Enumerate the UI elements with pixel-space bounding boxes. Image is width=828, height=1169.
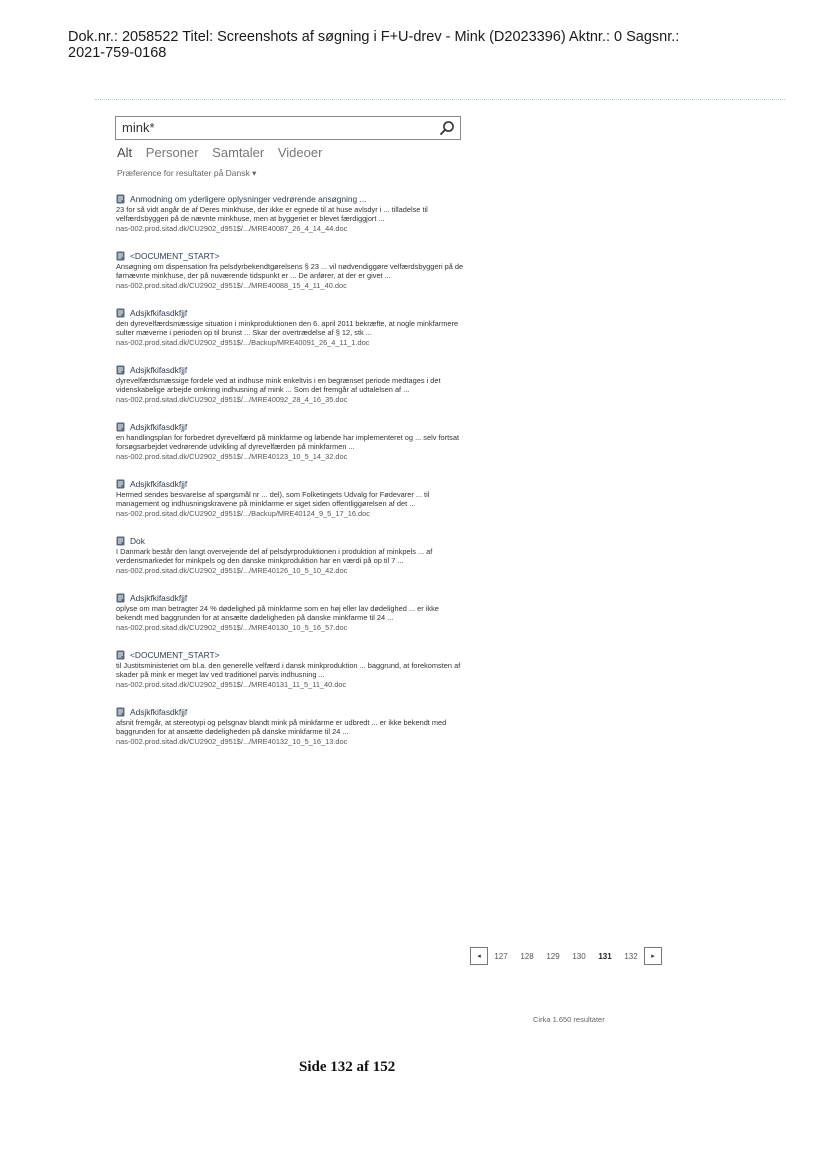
word-document-icon	[116, 479, 125, 489]
result-item	[116, 365, 466, 404]
page-link-130[interactable]: 130	[572, 951, 586, 961]
result-title[interactable]	[116, 593, 466, 603]
result-title[interactable]	[116, 536, 466, 546]
page-link-129[interactable]: 129	[546, 951, 560, 961]
page-number-footer: Side 132 af 152	[299, 1059, 396, 1075]
search-input[interactable]: mink*	[122, 120, 155, 135]
result-snippet: oplyse om man betragter 24 % dødelighed på minkfarme som en høj eller lav dødelighed ... er ikke bekendt med baggrunden for at ansætte dødeligheden på danske minkfarme til 24 ...	[116, 604, 439, 622]
result-item	[116, 593, 466, 632]
prev-page-button[interactable]: ◂	[470, 947, 488, 965]
result-title-text[interactable]: Adsjkfkifasdkfjjf	[130, 364, 188, 375]
word-document-icon	[116, 422, 125, 432]
result-title[interactable]	[116, 308, 466, 318]
results-list	[116, 194, 466, 764]
result-item	[116, 536, 466, 575]
result-snippet: I Danmark består den langt overvejende del af pelsdyrproduktionen i produktion af minkpels ... af verdensmarkedet for minkpels og den danske minkproduktion har en værdi på op til 7 ...	[116, 547, 433, 565]
result-title[interactable]	[116, 422, 466, 432]
page-link-131[interactable]: 131	[598, 951, 612, 961]
result-item	[116, 479, 466, 518]
result-title[interactable]	[116, 251, 466, 261]
document-header	[68, 29, 808, 61]
tab-all[interactable]: Alt	[117, 145, 133, 160]
result-snippet: den dyrevelfærdsmæssige situation i minkproduktionen den 6. april 2011 bekræfte, at nogle minkfarmere sulter mæverne i perioden op til brunst ... Skar der overtrædelse af § 12, stk ...	[116, 319, 459, 337]
document-header-line2: 2021-759-0168	[68, 45, 167, 61]
result-title-text[interactable]: Dok	[130, 535, 145, 546]
result-title-text[interactable]: Adsjkfkifasdkfjjf	[130, 478, 188, 489]
result-url: nas-002.prod.sitad.dk/CU2902_d951$/.../MRE40130_10_5_16_57.doc	[116, 623, 348, 632]
result-title[interactable]	[116, 194, 466, 204]
result-snippet: afsnit fremgår, at stereotypi og pelsgnav blandt mink på minkfarme er udbredt ... er ikke bekendt med baggrunden for at ansætte dødeligheden på danske minkfarme til 24 ...	[116, 718, 447, 736]
result-title[interactable]	[116, 365, 466, 375]
document-header-line1: Dok.nr.: 2058522 Titel: Screenshots af søgning i F+U-drev - Mink (D2023396) Aktnr.: 0 Sagsnr.:	[68, 29, 680, 45]
tab-conversations[interactable]: Samtaler	[212, 145, 265, 160]
word-document-icon	[116, 308, 125, 318]
result-item	[116, 194, 466, 233]
result-url: nas-002.prod.sitad.dk/CU2902_d951$/.../Backup/MRE40091_26_4_11_1.doc	[116, 338, 370, 347]
result-title-text[interactable]: Adsjkfkifasdkfjjf	[130, 307, 188, 318]
word-document-icon	[116, 251, 125, 261]
page-link-128[interactable]: 128	[520, 951, 534, 961]
result-snippet: en handlingsplan for forbedret dyrevelfærd på minkfarme og løbende har implementeret og ... selv fortsat forsøgsarbejdet vedrørende udvikling af dyrevelfærden på minkfarmen ...	[116, 433, 460, 451]
result-title-text[interactable]: Anmodning om yderligere oplysninger vedrørende ansøgning ...	[130, 193, 367, 204]
word-document-icon	[116, 593, 125, 603]
result-title-text[interactable]: <DOCUMENT_START>	[130, 250, 220, 261]
tab-videos[interactable]: Videoer	[277, 145, 323, 160]
page-link-132[interactable]: 132	[624, 951, 638, 961]
result-snippet: til Justitsministeriet om bl.a. den generelle velfærd i dansk minkproduktion ... baggrund, at forekomsten af skader på mink er meget lav ved traditionel parvis indhusning ...	[116, 661, 461, 679]
search-box[interactable]	[115, 116, 461, 140]
pagination	[470, 947, 662, 965]
result-snippet: 23 for så vidt angår de af Deres minkhuse, der ikke er egnede til at huse avlsdyr i ... tilladelse til velfærdsbyggeri på de nævnte minkhuse, men at byggeriet er blevet færdiggjort ...	[116, 205, 428, 223]
word-document-icon	[116, 650, 125, 660]
next-page-button[interactable]: ▸	[644, 947, 662, 965]
result-title[interactable]	[116, 479, 466, 489]
result-snippet: dyrevelfærdsmæssige fordele ved at indhuse mink enkeltvis i en begrænset periode medtages i det videnskabelige arbejde omkring indhusning af mink ... Som det fremgår af udtalelsen af ...	[116, 376, 441, 394]
result-snippet: Hermed sendes besvarelse af spørgsmål nr ... del), som Folketingets Udvalg for Fødevarer ... til management og indhusningskravene på minkfarme er siget siden offentliggørelsen af det ...	[116, 490, 430, 508]
result-count: Cirka 1.650 resultater	[533, 1015, 605, 1024]
language-preference-link[interactable]: Præference for resultater på Dansk ▾	[117, 168, 257, 178]
result-item	[116, 422, 466, 461]
word-document-icon	[116, 365, 125, 375]
word-document-icon	[116, 536, 125, 546]
result-item	[116, 707, 466, 746]
result-title-text[interactable]: Adsjkfkifasdkfjjf	[130, 706, 188, 717]
result-url: nas-002.prod.sitad.dk/CU2902_d951$/.../MRE40088_15_4_11_40.doc	[116, 281, 347, 290]
word-document-icon	[116, 194, 125, 204]
result-item	[116, 308, 466, 347]
divider	[95, 99, 785, 100]
search-icon[interactable]	[439, 120, 455, 136]
result-title[interactable]	[116, 650, 466, 660]
result-title-text[interactable]: <DOCUMENT_START>	[130, 649, 220, 660]
result-item	[116, 251, 466, 290]
result-snippet: Ansøgning om dispensation fra pelsdyrbekendtgørelsens § 23 ... vil nødvendiggøre velfærdsbyggeri på de førnævnte minkhuse, der på nuværende tidspunkt er ... De anfører, at der er givet ...	[116, 262, 464, 280]
result-url: nas-002.prod.sitad.dk/CU2902_d951$/.../MRE40087_26_4_14_44.doc	[116, 224, 348, 233]
result-title-text[interactable]: Adsjkfkifasdkfjjf	[130, 592, 188, 603]
result-url: nas-002.prod.sitad.dk/CU2902_d951$/.../MRE40131_11_5_11_40.doc	[116, 680, 347, 689]
result-title-text[interactable]: Adsjkfkifasdkfjjf	[130, 421, 188, 432]
result-url: nas-002.prod.sitad.dk/CU2902_d951$/.../MRE40123_10_5_14_32.doc	[116, 452, 348, 461]
page-link-127[interactable]: 127	[494, 951, 508, 961]
result-url: nas-002.prod.sitad.dk/CU2902_d951$/.../Backup/MRE40124_9_5_17_16.doc	[116, 509, 370, 518]
result-url: nas-002.prod.sitad.dk/CU2902_d951$/.../MRE40132_10_5_16_13.doc	[116, 737, 348, 746]
result-url: nas-002.prod.sitad.dk/CU2902_d951$/.../MRE40126_10_5_10_42.doc	[116, 566, 348, 575]
tab-people[interactable]: Personer	[145, 145, 199, 160]
word-document-icon	[116, 707, 125, 717]
result-title[interactable]	[116, 707, 466, 717]
search-tabs	[117, 145, 332, 160]
result-url: nas-002.prod.sitad.dk/CU2902_d951$/.../MRE40092_28_4_16_35.doc	[116, 395, 348, 404]
result-item	[116, 650, 466, 689]
